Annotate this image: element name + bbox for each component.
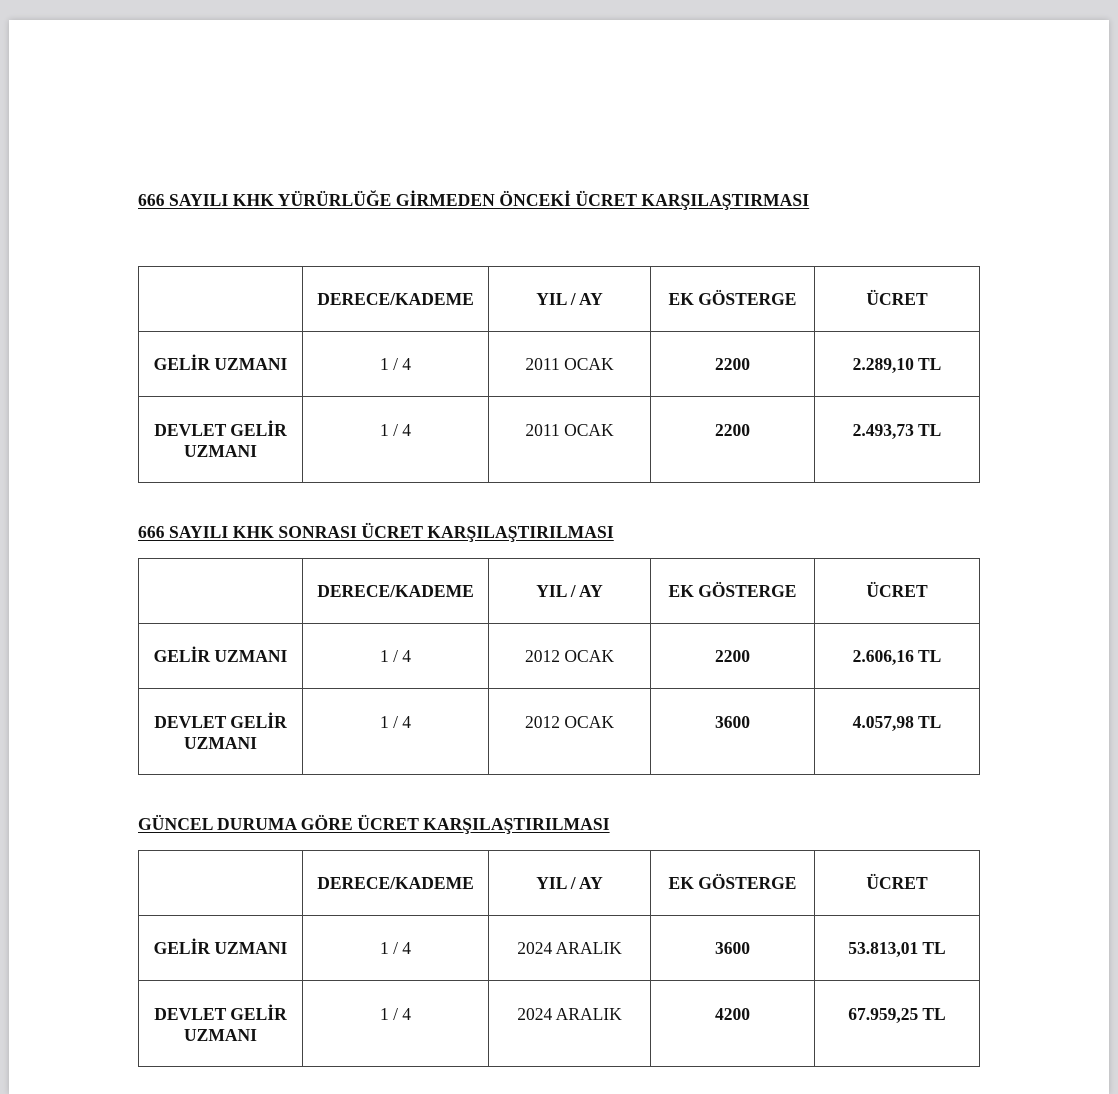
cell-derece: 1 / 4 [303, 624, 489, 689]
row-label: GELİR UZMANI [139, 916, 303, 981]
cell-ucret: 4.057,98 TL [815, 689, 980, 775]
table-row [139, 332, 980, 397]
table-row [139, 981, 980, 1067]
cell-yil-ay: 2024 ARALIK [489, 916, 651, 981]
section-title-post-khk: 666 SAYILI KHK SONRASI ÜCRET KARŞILAŞTIRILMASI [138, 522, 614, 542]
cell-ucret: 2.289,10 TL [815, 332, 980, 397]
header-derece-kademe: DERECE/KADEME [303, 851, 489, 916]
row-label: GELİR UZMANI [139, 332, 303, 397]
header-yil-ay: YIL / AY [489, 851, 651, 916]
cell-ek-gosterge: 3600 [651, 916, 815, 981]
header-ucret: ÜCRET [815, 559, 980, 624]
header-ek-gosterge: EK GÖSTERGE [651, 267, 815, 332]
cell-derece: 1 / 4 [303, 916, 489, 981]
comparison-table-current [138, 850, 980, 1067]
row-label: DEVLET GELİR UZMANI [139, 689, 303, 775]
header-ucret: ÜCRET [815, 851, 980, 916]
table-header-row [139, 267, 980, 332]
header-derece-kademe: DERECE/KADEME [303, 559, 489, 624]
header-empty-cell [139, 559, 303, 624]
table-row [139, 624, 980, 689]
row-label: GELİR UZMANI [139, 624, 303, 689]
header-ucret: ÜCRET [815, 267, 980, 332]
row-label: DEVLET GELİR UZMANI [139, 397, 303, 483]
cell-yil-ay: 2024 ARALIK [489, 981, 651, 1067]
cell-ek-gosterge: 4200 [651, 981, 815, 1067]
cell-ucret: 53.813,01 TL [815, 916, 980, 981]
header-empty-cell [139, 267, 303, 332]
cell-ek-gosterge: 3600 [651, 689, 815, 775]
cell-ek-gosterge: 2200 [651, 397, 815, 483]
comparison-table-pre-khk [138, 266, 980, 483]
table-row [139, 397, 980, 483]
cell-yil-ay: 2011 OCAK [489, 332, 651, 397]
cell-derece: 1 / 4 [303, 689, 489, 775]
header-yil-ay: YIL / AY [489, 559, 651, 624]
cell-yil-ay: 2012 OCAK [489, 689, 651, 775]
cell-derece: 1 / 4 [303, 981, 489, 1067]
section-title-current: GÜNCEL DURUMA GÖRE ÜCRET KARŞILAŞTIRILMASI [138, 814, 610, 834]
row-label: DEVLET GELİR UZMANI [139, 981, 303, 1067]
comparison-table-post-khk [138, 558, 980, 775]
header-empty-cell [139, 851, 303, 916]
cell-ucret: 67.959,25 TL [815, 981, 980, 1067]
table-row [139, 689, 980, 775]
cell-derece: 1 / 4 [303, 332, 489, 397]
table-header-row [139, 851, 980, 916]
cell-derece: 1 / 4 [303, 397, 489, 483]
cell-yil-ay: 2012 OCAK [489, 624, 651, 689]
cell-ucret: 2.493,73 TL [815, 397, 980, 483]
cell-ek-gosterge: 2200 [651, 332, 815, 397]
header-ek-gosterge: EK GÖSTERGE [651, 559, 815, 624]
header-yil-ay: YIL / AY [489, 267, 651, 332]
section-title-pre-khk: 666 SAYILI KHK YÜRÜRLÜĞE GİRMEDEN ÖNCEKİ ÜCRET KARŞILAŞTIRMASI [138, 190, 810, 210]
cell-ek-gosterge: 2200 [651, 624, 815, 689]
header-derece-kademe: DERECE/KADEME [303, 267, 489, 332]
document-page [9, 20, 1109, 1094]
cell-ucret: 2.606,16 TL [815, 624, 980, 689]
table-row [139, 916, 980, 981]
header-ek-gosterge: EK GÖSTERGE [651, 851, 815, 916]
table-header-row [139, 559, 980, 624]
cell-yil-ay: 2011 OCAK [489, 397, 651, 483]
